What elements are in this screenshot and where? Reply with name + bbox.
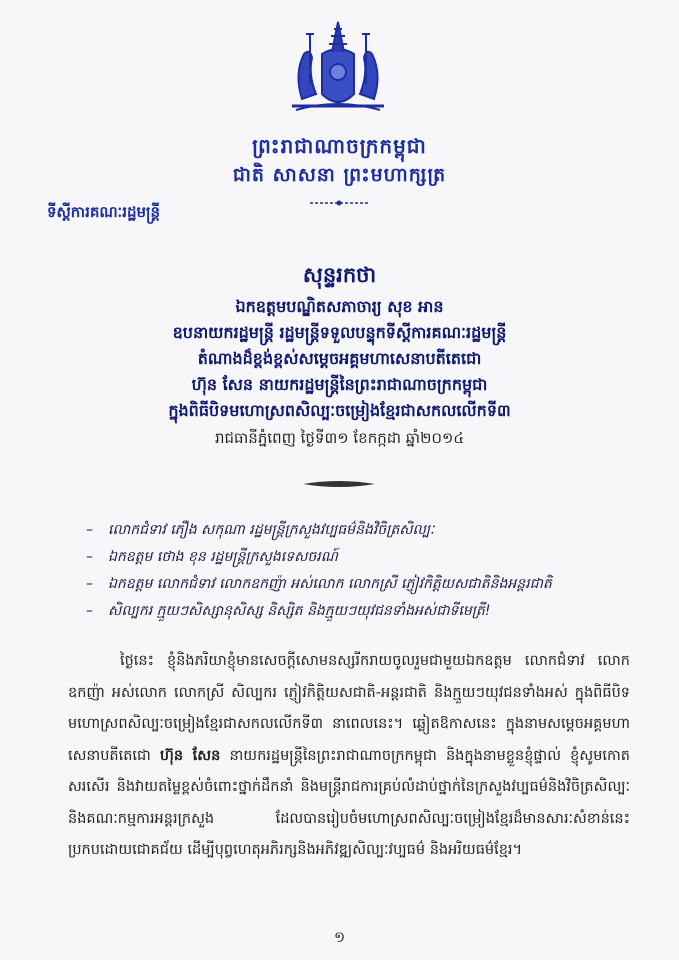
- representation-line: តំណាងដ៏ខ្ពង់ខ្ពស់សម្តេចអគ្គមហាសេនាបតីតេជោ: [197, 349, 482, 368]
- page-number: ១: [333, 928, 346, 946]
- list-item: [86, 598, 646, 625]
- addressee-text: ឯកឧត្តម លោកជំទាវ លោកឧកញ៉ា អស់លោក លោកស្រី ភ្ញៀវកិត្តិយសជាតិនិងអន្តរជាតិ: [108, 576, 552, 592]
- section-divider-icon: [301, 480, 377, 488]
- leader-name: ហ៊ុន សែន: [160, 747, 221, 764]
- addressee-text: សិល្បករ ក្មួយៗសិស្សានុសិស្ស និស្សិត និងក្មួយៗយុវជនទាំងអស់ជាទីមេត្រី!: [108, 603, 491, 619]
- ornament-divider-icon: [308, 199, 370, 207]
- paragraph-text-continued: នាយករដ្ឋមន្ត្រីនៃព្រះរាជាណាចក្រកម្ពុជា និងក្នុងនាមខ្លួនខ្ញុំផ្ទាល់ ខ្ញុំសូមកោតសរសើរ និងវាយតម្លៃខ្ពស់ចំពោះថ្នាក់ដឹកនាំ និងមន្ត្រីរាជការគ្រប់លំដាប់ថ្នាក់នៃក្រសួងវប្បធម៌និងវិចិត្រសិល្បៈ និងគណៈកម្មការអន្តរក្រសួង ដែលបានរៀបចំមហោស្រពសិល្បៈចម្រៀងខ្មែរដ៏មានសារៈសំខាន់នេះប្រកបដោយជោគជ័យ ដើម្បីបុព្វហេតុអភិរក្សនិងអភិវឌ្ឍសិល្បៈវប្បធម៌ និងអរិយធម៌ខ្មែរ។: [68, 747, 631, 858]
- addressee-text: លោកជំទាវ ភឿង សកុណា រដ្ឋមន្ត្រីក្រសួងវប្បធម៌និងវិចិត្រសិល្បៈ: [108, 522, 435, 538]
- dash-bullet-icon: –: [86, 549, 93, 565]
- body-paragraph: [68, 646, 630, 867]
- list-item: [86, 544, 646, 571]
- issuing-office: ទីស្តីការគណៈរដ្ឋមន្ត្រី: [47, 203, 161, 221]
- list-item: [86, 517, 646, 544]
- addressee-text: ឯកឧត្តម ថោង ខុន រដ្ឋមន្ត្រីក្រសួងទេសចរណ៍: [108, 549, 338, 565]
- addressee-list: [86, 517, 646, 625]
- speech-body: [68, 646, 630, 867]
- royal-coat-of-arms-icon: [282, 14, 394, 114]
- place-date: រាជធានីភ្នំពេញ ថ្ងៃទី៣១ ខែកក្កដា ឆ្នាំ២០១៤: [214, 429, 465, 447]
- list-item: [86, 571, 646, 598]
- dash-bullet-icon: –: [86, 603, 93, 619]
- dash-bullet-icon: –: [86, 522, 93, 538]
- speech-title: សុន្ទរកថា: [302, 263, 377, 287]
- speaker-name: ឯកឧត្តមបណ្ឌិតសភាចារ្យ សុខ អាន: [235, 297, 444, 316]
- prime-minister-line: ហ៊ុន សែន នាយករដ្ឋមន្ត្រីនៃព្រះរាជាណាចក្រកម្ពុជា: [191, 375, 488, 394]
- speaker-position: ឧបនាយករដ្ឋមន្ត្រី រដ្ឋមន្ត្រីទទួលបន្ទុកទីស្តីការគណៈរដ្ឋមន្ត្រី: [172, 323, 507, 342]
- paragraph-text: ថ្ងៃនេះ ខ្ញុំនិងភរិយាខ្ញុំមានសេចក្តីសោមនស្សរីករាយចូលរួមជាមួយឯកឧត្តម លោកជំទាវ លោកឧកញ៉ា អស់លោក លោកស្រី សិល្បករ ភ្ញៀវកិត្តិយសជាតិ-អន្តរជាតិ និងក្មួយៗយុវជនទាំងអស់ ក្នុងពិធីបិទមហោស្រពសិល្បៈចម្រៀងខ្មែរជាសកលលើកទី៣ នាពេលនេះ។ ឆ្លៀតឱកាសនេះ ក្នុងនាមសម្តេចអគ្គមហាសេនាបតីតេជោ: [68, 653, 630, 764]
- kingdom-name: ព្រះរាជាណាចក្រកម្ពុជា: [252, 134, 427, 158]
- dash-bullet-icon: –: [86, 576, 93, 592]
- national-motto: ជាតិ សាសនា ព្រះមហាក្សត្រ: [232, 164, 447, 186]
- event-line: ក្នុងពិធីបិទមហោស្រពសិល្បៈចម្រៀងខ្មែរជាសកលលើកទី៣: [168, 401, 511, 420]
